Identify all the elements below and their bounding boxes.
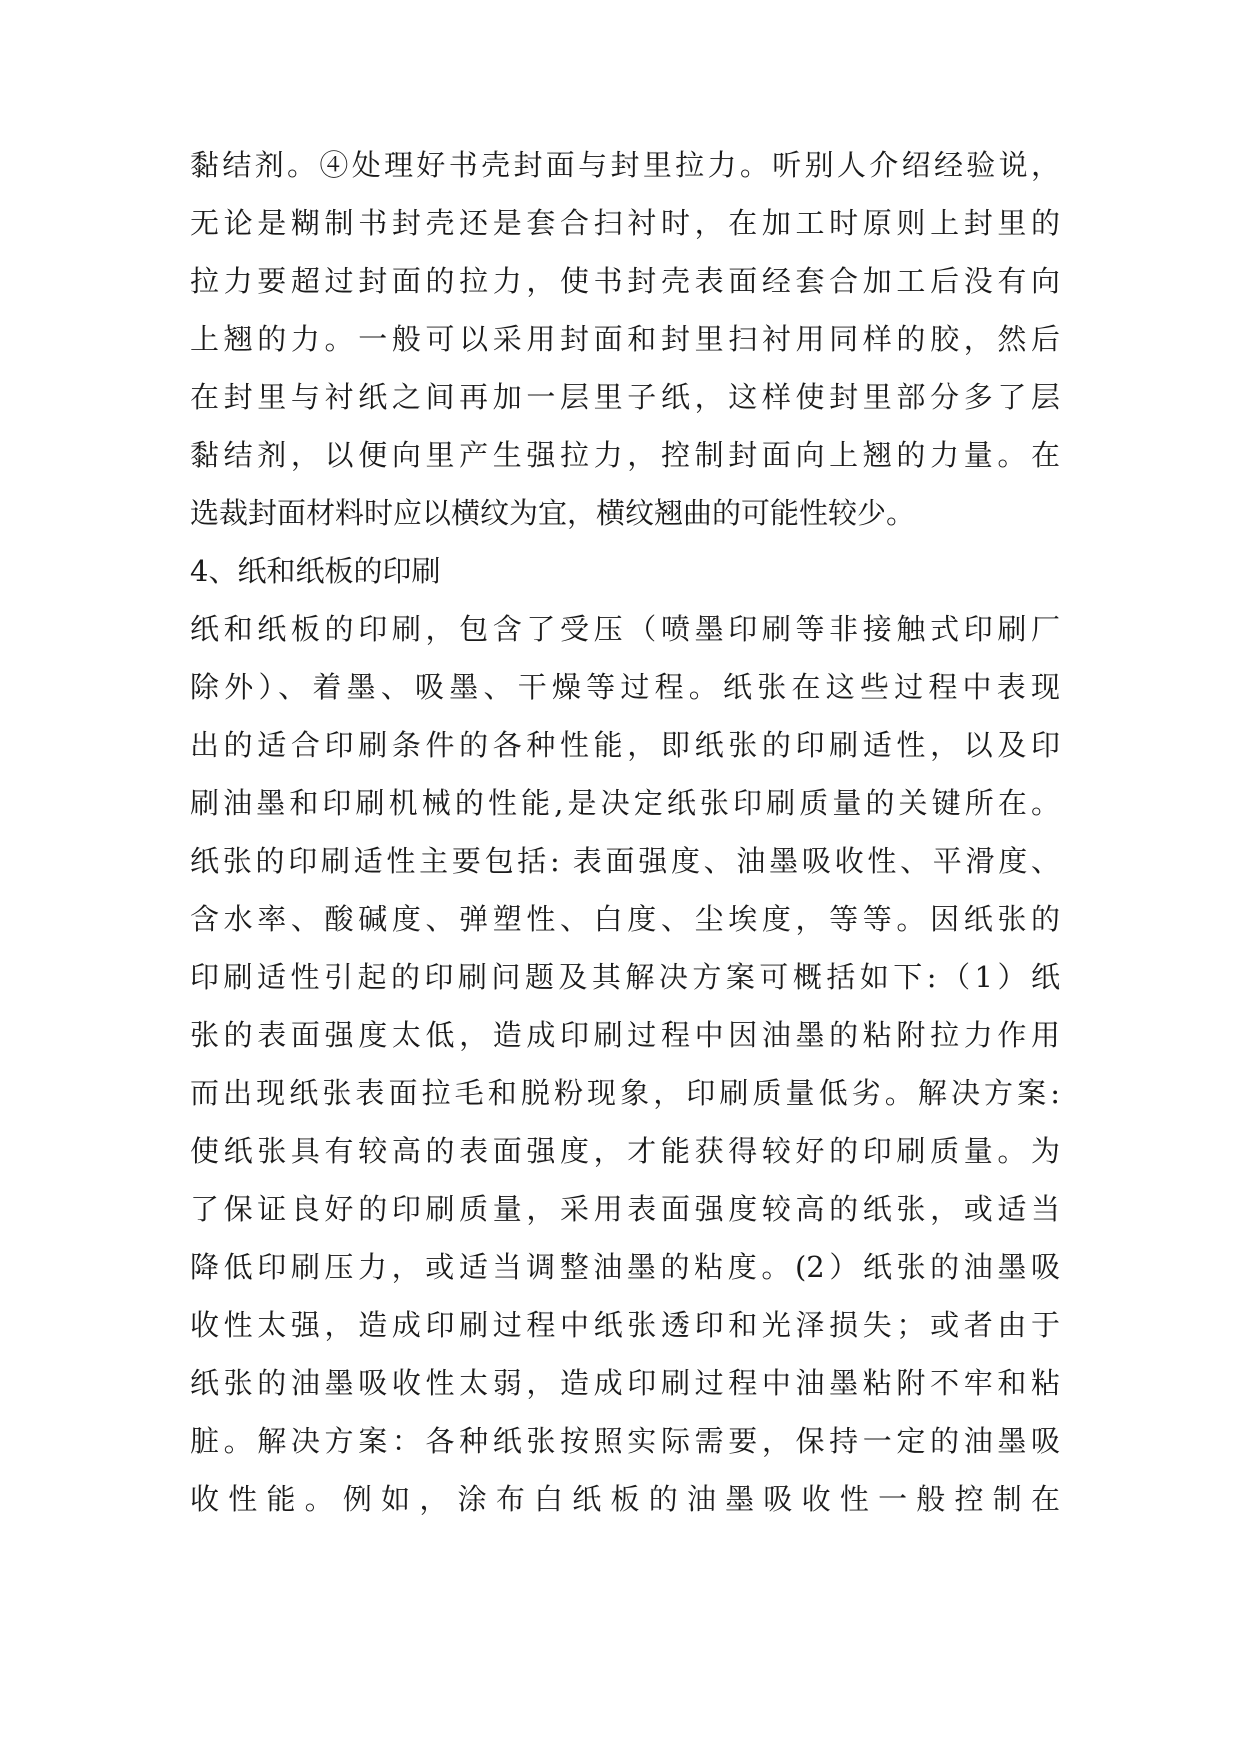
text-line: 而出现纸张表面拉毛和脱粉现象，印刷质量低劣。解决方案: bbox=[190, 1076, 1060, 1110]
text-line: 拉力要超过封面的拉力，使书封壳表面经套合加工后没有向 bbox=[190, 264, 1060, 298]
text-line: 纸张的油墨吸收性太弱，造成印刷过程中油墨粘附不牢和粘 bbox=[190, 1366, 1060, 1400]
text-line: 含水率、酸碱度、弹塑性、白度、尘埃度，等等。因纸张的 bbox=[190, 902, 1060, 936]
section-heading: 4、纸和纸板的印刷 bbox=[190, 554, 441, 588]
text-line: 在封里与衬纸之间再加一层里子纸，这样使封里部分多了层 bbox=[190, 380, 1060, 414]
text-line: 纸张的印刷适性主要包括: 表面强度、油墨吸收性、平滑度、 bbox=[190, 844, 1060, 878]
text-line: 刷油墨和印刷机械的性能,是决定纸张印刷质量的关键所在。 bbox=[190, 786, 1060, 820]
text-line: 黏结剂。④处理好书壳封面与封里拉力。听别人介绍经验说， bbox=[190, 148, 1060, 182]
text-line: 张的表面强度太低，造成印刷过程中因油墨的粘附拉力作用 bbox=[190, 1018, 1060, 1052]
text-line: 印刷适性引起的印刷问题及其解决方案可概括如下:（1）纸 bbox=[190, 960, 1060, 994]
text-line: 纸和纸板的印刷，包含了受压（喷墨印刷等非接触式印刷厂 bbox=[190, 612, 1060, 646]
text-line: 无论是糊制书封壳还是套合扫衬时，在加工时原则上封里的 bbox=[190, 206, 1060, 240]
text-line: 选裁封面材料时应以横纹为宜，横纹翘曲的可能性较少。 bbox=[190, 496, 916, 530]
text-line: 脏。解决方案：各种纸张按照实际需要，保持一定的油墨吸 bbox=[190, 1424, 1060, 1458]
text-line: 了保证良好的印刷质量，采用表面强度较高的纸张，或适当 bbox=[190, 1192, 1060, 1226]
text-line: 使纸张具有较高的表面强度，才能获得较好的印刷质量。为 bbox=[190, 1134, 1060, 1168]
body-text bbox=[190, 136, 1060, 1528]
text-line: 黏结剂，以便向里产生强拉力，控制封面向上翘的力量。在 bbox=[190, 438, 1060, 472]
text-line: 上翘的力。一般可以采用封面和封里扫衬用同样的胶，然后 bbox=[190, 322, 1060, 356]
text-line: 降低印刷压力，或适当调整油墨的粘度。(2）纸张的油墨吸 bbox=[190, 1250, 1060, 1284]
text-line: 收性能。例如，涂布白纸板的油墨吸收性一般控制在 bbox=[190, 1482, 1060, 1516]
text-line: 除外）、着墨、吸墨、干燥等过程。纸张在这些过程中表现 bbox=[190, 670, 1060, 704]
text-line: 收性太强，造成印刷过程中纸张透印和光泽损失；或者由于 bbox=[190, 1308, 1060, 1342]
text-line: 出的适合印刷条件的各种性能，即纸张的印刷适性，以及印 bbox=[190, 728, 1060, 762]
